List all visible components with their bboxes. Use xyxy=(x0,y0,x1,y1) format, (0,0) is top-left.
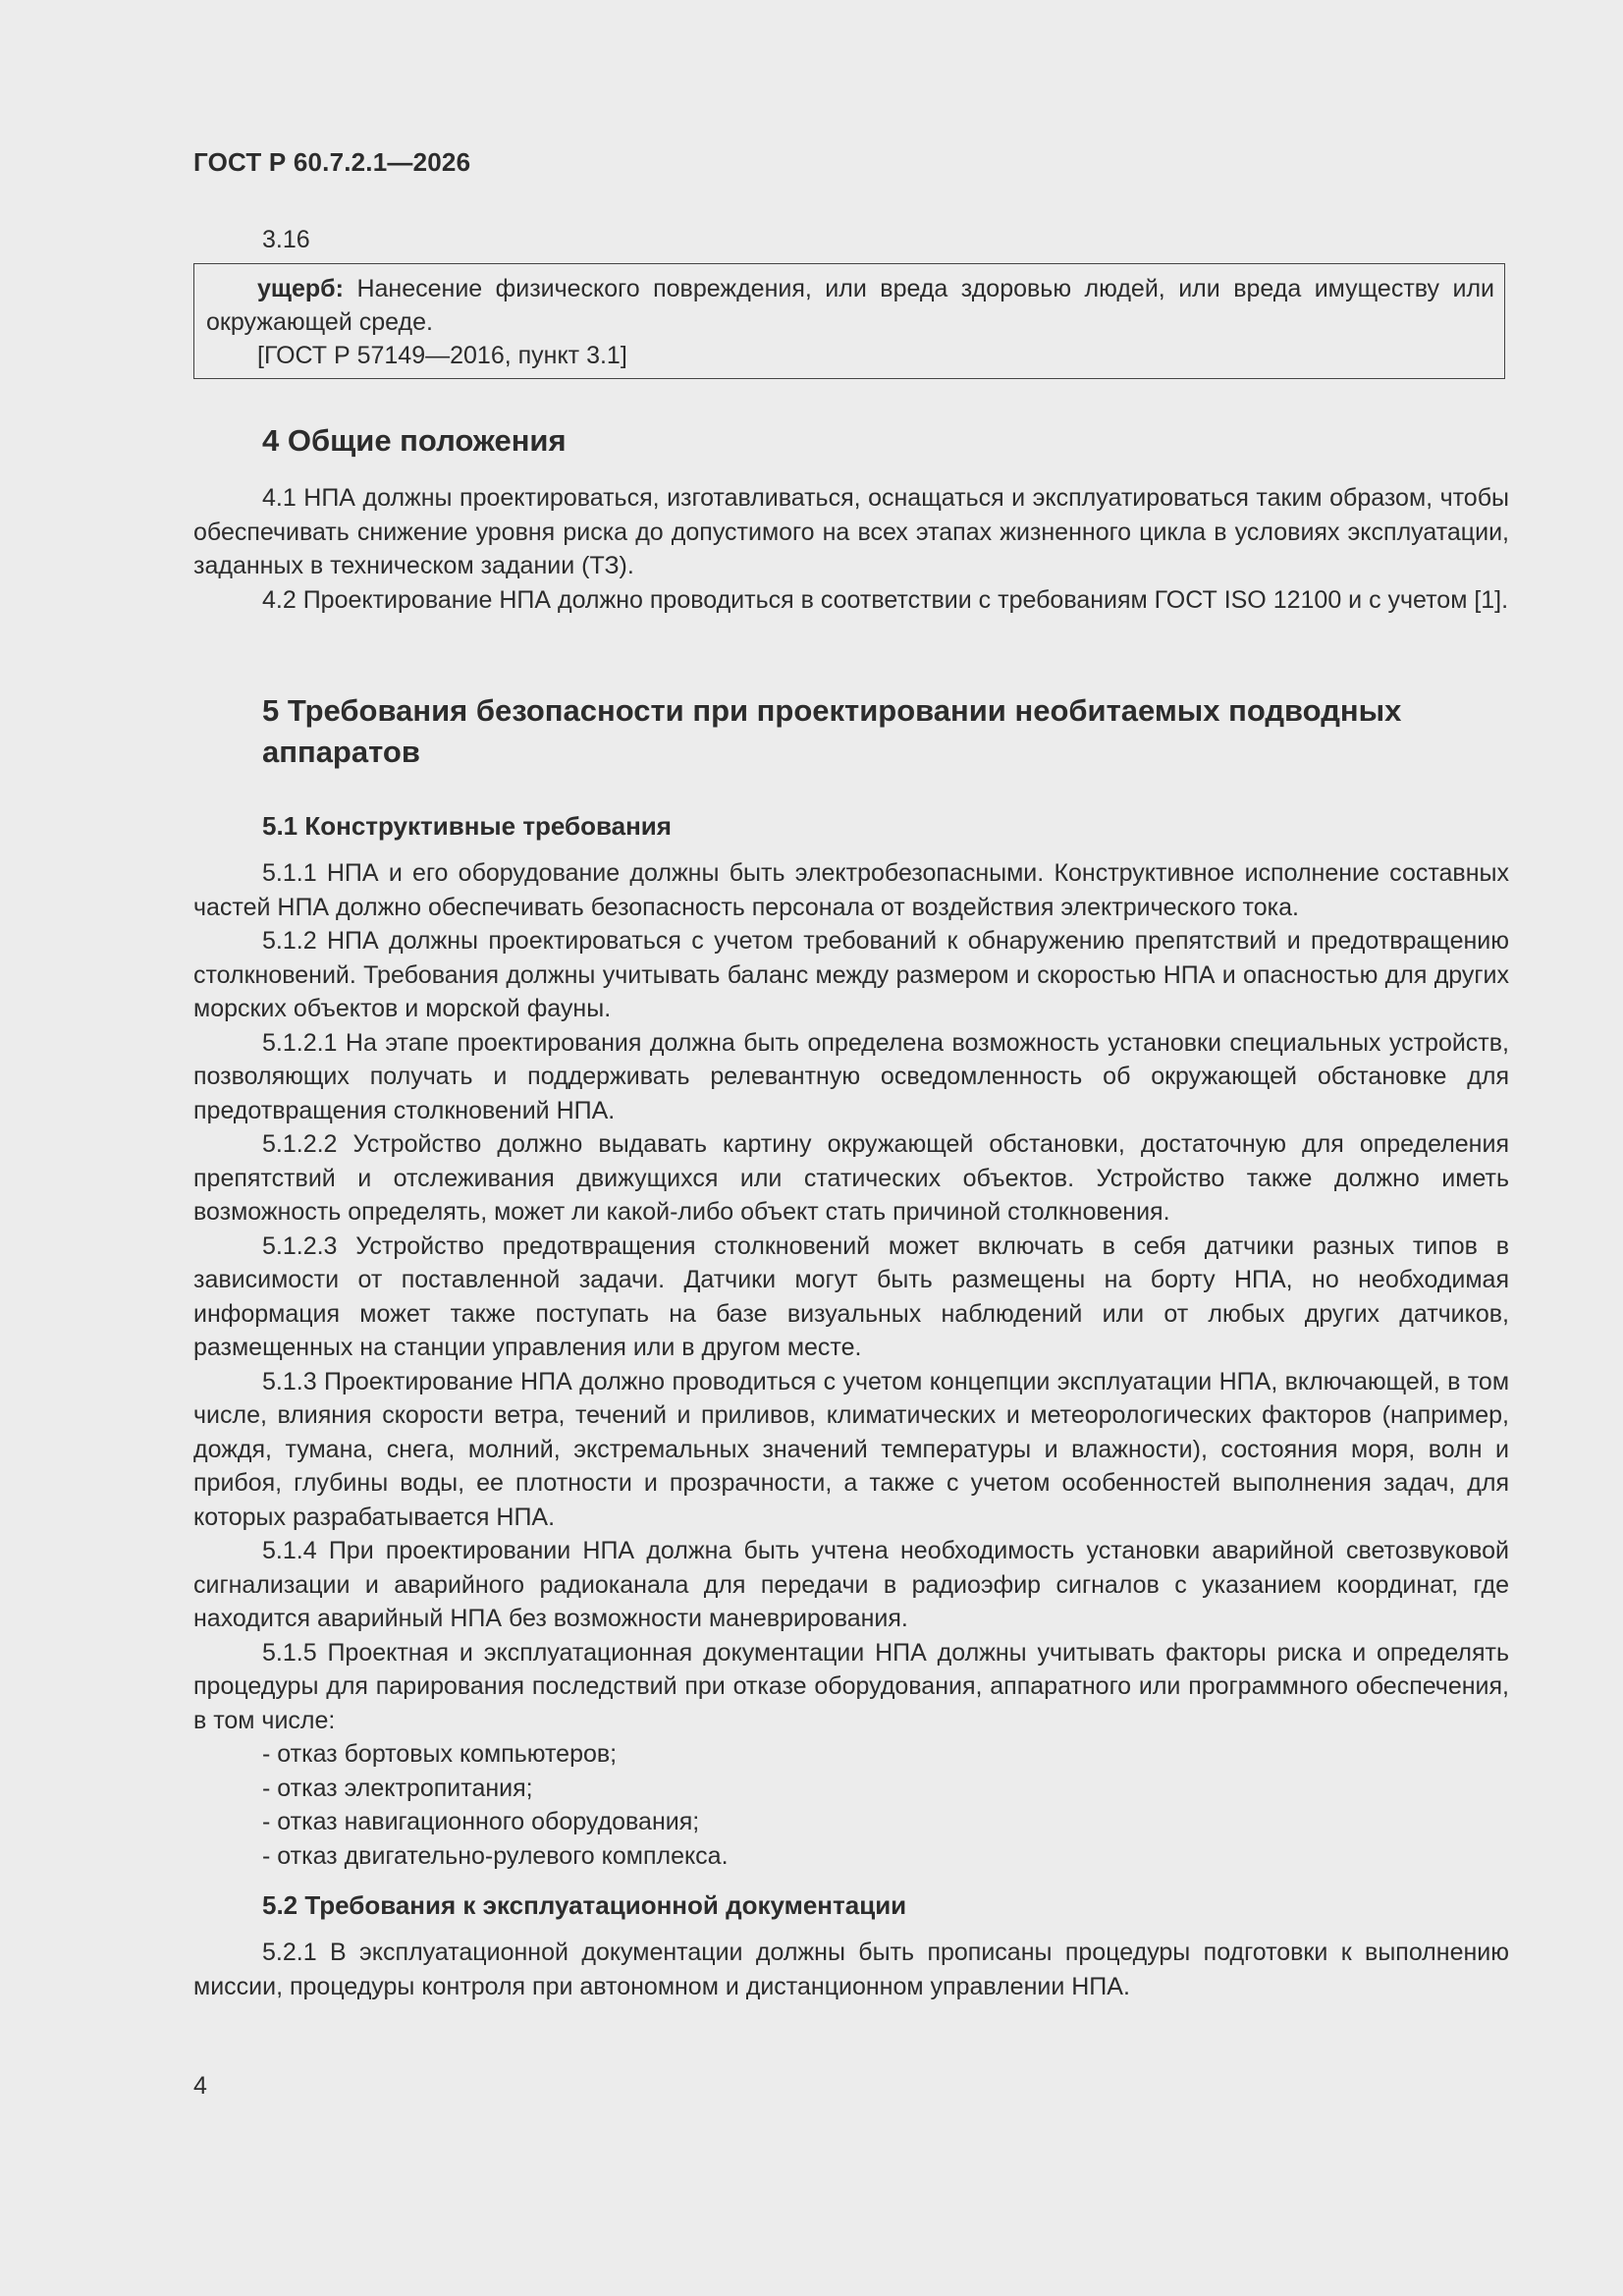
term-definition xyxy=(206,272,1494,339)
paragraph-4-2: 4.2 Проектирование НПА должно проводиться в соответствии с требованиям ГОСТ ISO 12100 и с учетом [1]. xyxy=(262,585,1509,614)
failure-list xyxy=(193,1737,1509,1873)
section-5-1-title: 5.1 Конструктивные требования xyxy=(262,811,672,841)
section-4-title: 4 Общие положения xyxy=(262,423,567,458)
paragraph-5-1-2-3: 5.1.2.3 Устройство предотвращения столкновений может включать в себя датчики разных типов в зависимости от поставленной задачи. Датчики могут быть размещены на борту НПА, но необходимая информация может также поступать на базе визуальных наблюдений или от любых других датчиков, размещенных на станции управления или в другом месте. xyxy=(193,1231,1509,1361)
list-item: - отказ двигательно-рулевого комплекса. xyxy=(262,1841,729,1870)
paragraph-5-1-3: 5.1.3 Проектирование НПА должно проводиться с учетом концепции эксплуатации НПА, включающей, в том числе, влияния скорости ветра, течений и приливов, климатических и метеорологических факторов (например, дождя, тумана, снега, молний, экстремальных значений температуры и влажности), состояния моря, волн и прибоя, глубины воды, ее плотности и прозрачности, а также с учетом особенностей выполнения задач, для которых разрабатывается НПА. xyxy=(193,1367,1509,1531)
page-number: 4 xyxy=(193,2072,207,2100)
term-text: Нанесение физического повреждения, или вреда здоровью людей, или вреда имуществу или окружающей среде. xyxy=(206,275,1494,336)
term-name: ущерб: xyxy=(257,275,344,302)
document-header: ГОСТ Р 60.7.2.1—2026 xyxy=(193,147,471,177)
section-5-title: 5 Требования безопасности при проектировании необитаемых подводных аппаратов xyxy=(262,693,1402,769)
paragraph-5-1-5: 5.1.5 Проектная и эксплуатационная документации НПА должны учитывать факторы риска и определять процедуры для парирования последствий при отказе оборудования, аппаратного или программного обеспечения, в том числе: xyxy=(193,1638,1509,1734)
section-5 xyxy=(193,690,1509,2003)
list-item: - отказ навигационного оборудования; xyxy=(262,1808,700,1835)
list-item: - отказ электропитания; xyxy=(262,1774,533,1802)
paragraph-5-1-2-2: 5.1.2.2 Устройство должно выдавать картину окружающей обстановки, достаточную для определения препятствий и отслеживания движущихся или статических объектов. Устройство также должно иметь возможность определять, может ли какой-либо объект стать причиной столкновения. xyxy=(193,1130,1509,1226)
term-source: [ГОСТ Р 57149—2016, пункт 3.1] xyxy=(257,342,627,369)
document-page xyxy=(193,0,1509,2296)
section-5-2-title: 5.2 Требования к эксплуатационной документации xyxy=(262,1890,907,1920)
paragraph-5-1-2-1: 5.1.2.1 На этапе проектирования должна быть определена возможность установки специальных устройств, позволяющих получать и поддерживать релевантную осведомленность об окружающей обстановке для предотвращения столкновений НПА. xyxy=(193,1028,1509,1124)
paragraph-5-2-1: 5.2.1 В эксплуатационной документации должны быть прописаны процедуры подготовки к выполнению миссии, процедуры контроля при автономном и дистанционном управлении НПА. xyxy=(193,1939,1509,2000)
paragraph-4-1: 4.1 НПА должны проектироваться, изготавливаться, оснащаться и эксплуатироваться таким образом, чтобы обеспечивать снижение уровня риска до допустимого на всех этапах жизненного цикла в условиях эксплуатации, заданных в техническом задании (ТЗ). xyxy=(193,484,1509,579)
term-definition-box xyxy=(193,263,1505,379)
list-item: - отказ бортовых компьютеров; xyxy=(262,1740,618,1768)
term-number: 3.16 xyxy=(262,226,310,253)
section-4 xyxy=(193,420,1509,617)
paragraph-5-1-4: 5.1.4 При проектировании НПА должна быть учтена необходимость установки аварийной светозвуковой сигнализации и аварийного радиоканала для передачи в радиоэфир сигналов с указанием координат, где находится аварийный НПА без возможности маневрирования. xyxy=(193,1537,1509,1632)
paragraph-5-1-2: 5.1.2 НПА должны проектироваться с учетом требований к обнаружению препятствий и предотвращению столкновений. Требования должны учитывать баланс между размером и скоростью НПА и опасностью для других морских объектов и морской фауны. xyxy=(193,927,1509,1022)
paragraph-5-1-1: 5.1.1 НПА и его оборудование должны быть электробезопасными. Конструктивное исполнение составных частей НПА должно обеспечивать безопасность персонала от воздействия электрического тока. xyxy=(193,859,1509,921)
